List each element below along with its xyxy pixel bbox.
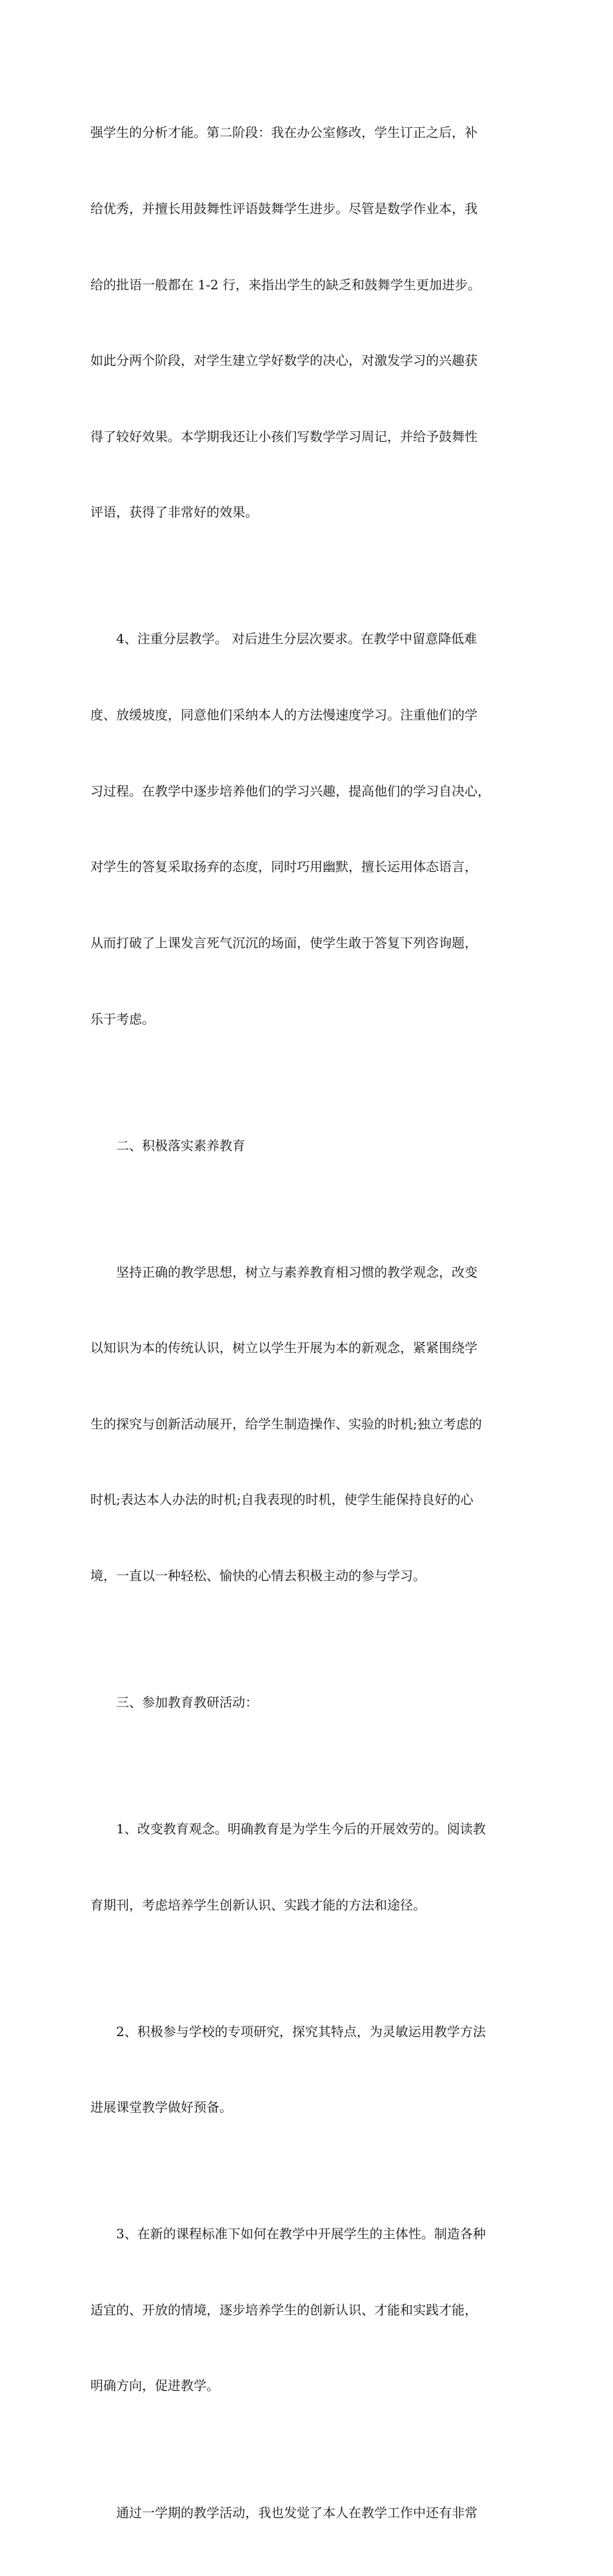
text-line: 习过程。在教学中逐步培养他们的学习兴趣，提高他们的学习自决心， [90,783,490,799]
document-body [90,70,536,2576]
text-line: 明确方向，促进教学。 [90,2378,219,2394]
text-line: 1、改变教育观念。明确教育是为学生今后的开展效劳的。阅读教 [116,1821,486,1837]
paragraph-1 [90,70,536,576]
text-line: 对学生的答复采取扬弃的态度，同时巧用幽默，擅长运用体态语言， [90,859,477,875]
heading-line: 二、积极落实素养教育 [116,1137,245,1153]
text-line: 从而打破了上课发言死气沉沉的场面，使学生敢于答复下列咨询题， [90,934,477,951]
text-line: 3、在新的课程标准下如何在教学中开展学生的主体性。制造各种 [116,2226,486,2242]
text-line: 生的探究与创新活动展开，给学生制造操作、实验的时机;独立考虑的 [90,1416,482,1432]
text-line: 时机;表达本人办法的时机;自我表现的时机，使学生能保持良好的心 [90,1492,474,1508]
text-line: 以知识为本的传统认识，树立以学生开展为本的新观念，紧紧围绕学 [90,1340,477,1356]
section-heading-2 [90,1082,536,1209]
text-line: 育期刊，考虑培养学生创新认识、实践才能的方法和途径。 [90,1897,426,1913]
text-line: 进展课堂教学做好预备。 [90,2099,232,2116]
paragraph-item-3 [90,2171,536,2449]
heading-line: 三、参加教育教研活动： [116,1695,258,1710]
text-line: 度、放缓坡度，同意他们采纳本人的方法慢速度学习。注重他们的学 [90,707,477,723]
text-line: 如此分两个阶段，对学生建立学好数学的决心，对激发学习的兴趣获 [90,353,477,369]
paragraph-tiered-teaching [90,576,536,1082]
paragraph-quality-education [90,1209,536,1639]
text-line: 强学生的分析才能。第二阶段：我在办公室修改，学生订正之后，补 [90,125,477,141]
text-line: 4、注重分层教学。 对后进生分层次要求。在教学中留意降低难 [116,631,477,647]
text-line: 得了较好效果。本学期我还让小孩们写数学学习周记，并给予鼓舞性 [90,428,477,444]
paragraph-item-1 [90,1766,536,1969]
section-heading-3 [90,1640,536,1766]
text-line: 给优秀，并擅长用鼓舞性评语鼓舞学生进步。尽管是数学作业本，我 [90,201,477,217]
text-line: 坚持正确的教学思想，树立与素养教育相习惯的教学观念，改变 [116,1264,477,1280]
paragraph-item-2 [90,1968,536,2171]
text-line: 评语，获得了非常好的效果。 [90,504,258,520]
text-line: 通过一学期的教学活动，我也发觉了本人在教学工作中还有非常 [116,2504,477,2520]
text-line: 适宜的、开放的情境，逐步培养学生的创新认识、才能和实践才能， [90,2302,477,2318]
text-line: 境，一直以一种轻松、愉快的心情去积极主动的参与学习。 [90,1567,426,1583]
text-line: 2、积极参与学校的专项研究，探究其特点，为灵敏运用教学方法 [116,2023,486,2039]
text-line: 乐于考虑。 [90,1011,155,1027]
text-line: 给的批语一般都在 1-2 行，来指出学生的缺乏和鼓舞学生更加进步。 [90,276,481,293]
paragraph-closing [90,2449,536,2576]
